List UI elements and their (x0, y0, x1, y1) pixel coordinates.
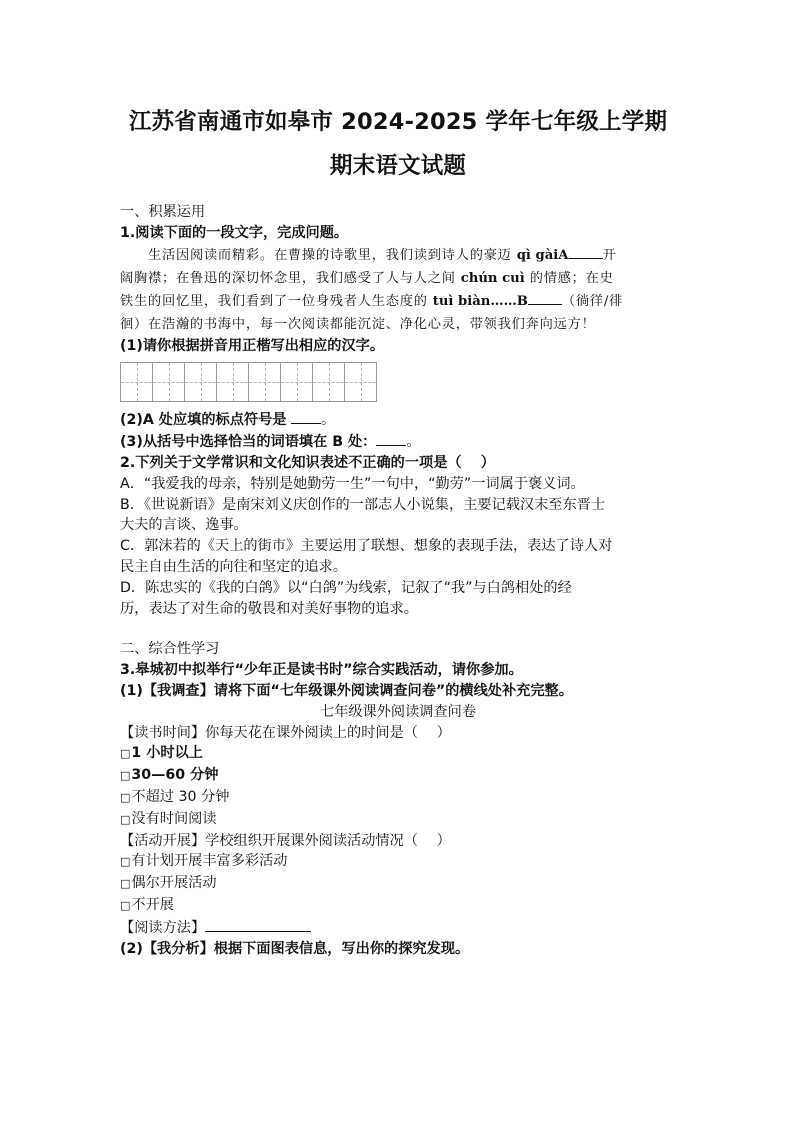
question1-part2-text: (2)A 处应填的标点符号是 (120, 412, 287, 429)
reading-passage (120, 244, 676, 336)
writing-cell[interactable] (312, 362, 345, 402)
question1-part2 (120, 409, 676, 431)
section2-heading: 二、综合性学习 (120, 641, 220, 658)
writing-cell[interactable] (344, 362, 377, 402)
exam-title-line2: 期末语文试题 (329, 153, 467, 179)
activity-option[interactable]: □偶尔开展活动 (120, 875, 217, 892)
method-label: 【阅读方法】 (120, 919, 206, 936)
writing-grid (120, 362, 676, 402)
blank-b[interactable] (528, 290, 562, 305)
question1-part3-text: (3)从括号中选择恰当的词语填在 B 处： (120, 434, 377, 451)
punctuation-blank[interactable] (291, 409, 321, 424)
checkbox-icon[interactable]: □ (120, 790, 131, 804)
blank-a[interactable] (569, 244, 603, 259)
checkbox-icon[interactable]: □ (120, 812, 131, 826)
passage-line2-text: 阔胸襟；在鲁迅的深切怀念里，我们感受了人与人之间 (120, 270, 456, 286)
question1-part3 (120, 431, 676, 453)
question3-part2: (2)【我分析】根据下面图表信息，写出你的探究发现。 (120, 940, 470, 957)
pinyin-tuibian: tuì biàn (432, 293, 491, 309)
question1-part1: (1)请你根据拼音用正楷写出相应的汉字。 (120, 337, 385, 354)
checkbox-icon[interactable]: □ (120, 877, 131, 891)
passage-line3-end: （徜徉/徘 (561, 293, 624, 309)
pinyin-chuncui: chún cuì (460, 270, 525, 286)
question1-intro: 1.阅读下面的一段文字，完成问题。 (120, 224, 349, 241)
passage-line2-end: 的情感；在史 (529, 270, 614, 286)
writing-cell[interactable] (216, 362, 249, 402)
passage-line4: 徊）在浩瀚的书海中，每一次阅读都能沉淀、净化心灵，带领我们奔向远方！ (120, 316, 596, 332)
question3-intro: 3.皋城初中拟举行“少年正是读书时”综合实践活动，请你参加。 (120, 662, 523, 679)
blank-a-label: A (558, 247, 569, 263)
option-c-line1: C．郭沫若的《天上的街市》主要运用了联想、想象的表现手法，表达了诗人对 (120, 538, 613, 555)
question2-intro: 2.下列关于文学常识和文化知识表述不正确的一项是（ ） (120, 454, 495, 471)
checkbox-icon[interactable]: □ (120, 898, 131, 912)
method-blank[interactable] (205, 917, 311, 932)
activity-option[interactable]: □有计划开展丰富多彩活动 (120, 853, 288, 870)
writing-cell[interactable] (152, 362, 185, 402)
survey-method-question (120, 917, 676, 939)
time-option[interactable]: □1 小时以上 (120, 745, 203, 762)
blank-b-label: ……B (490, 293, 528, 309)
writing-cell[interactable] (184, 362, 217, 402)
time-option[interactable]: □30—60 分钟 (120, 767, 219, 784)
passage-line1-text: 生活因阅读而精彩。在曹操的诗歌里，我们读到诗人的豪迈 (148, 247, 512, 263)
time-option[interactable]: □不超过 30 分钟 (120, 788, 230, 805)
passage-line1-end: 开 (602, 247, 617, 263)
word-choice-blank[interactable] (376, 431, 406, 446)
writing-cell[interactable] (248, 362, 281, 402)
question1-part3-end: 。 (406, 434, 421, 451)
option-b-line2: 大夫的言谈、逸事。 (120, 517, 248, 534)
option-d-line2: 历，表达了对生命的敬畏和对美好事物的追求。 (120, 600, 418, 617)
survey-time-question: 【读书时间】你每天花在课外阅读上的时间是（ ） (120, 724, 451, 741)
checkbox-icon[interactable]: □ (120, 769, 131, 783)
writing-cell[interactable] (280, 362, 313, 402)
survey-activity-question: 【活动开展】学校组织开展课外阅读活动情况（ ） (120, 832, 451, 849)
section1-heading: 一、积累运用 (120, 204, 206, 220)
option-c-line2: 民主自由生活的向往和坚定的追求。 (120, 558, 348, 575)
passage-line3-text: 铁生的回忆里，我们看到了一位身残者人生态度的 (120, 293, 428, 309)
option-a: A．“我爱我的母亲，特别是她勤劳一生”一句中，“勤劳”一词属于褒义词。 (120, 475, 585, 492)
exam-page (120, 100, 676, 959)
question3-part1: (1)【我调查】请将下面“七年级课外阅读调查问卷”的横线处补充完整。 (120, 682, 573, 699)
survey-title: 七年级课外阅读调查问卷 (319, 703, 477, 720)
time-option[interactable]: □没有时间阅读 (120, 810, 217, 827)
option-b-line1: B．《世说新语》是南宋刘义庆创作的一部志人小说集，主要记载汉末至东晋士 (120, 496, 606, 513)
question1-part2-end: 。 (320, 412, 336, 429)
checkbox-icon[interactable]: □ (120, 747, 131, 761)
option-d-line1: D．陈忠实的《我的白鸽》以“白鸽”为线索，记叙了“我”与白鸽相处的经 (120, 579, 572, 596)
checkbox-icon[interactable]: □ (120, 855, 131, 869)
pinyin-qigai: qì gài (516, 247, 559, 263)
activity-option[interactable]: □不开展 (120, 896, 174, 913)
writing-cell[interactable] (120, 362, 153, 402)
exam-title-line1: 江苏省南通市如皋市 2024-2025 学年七年级上学期 (128, 109, 668, 135)
